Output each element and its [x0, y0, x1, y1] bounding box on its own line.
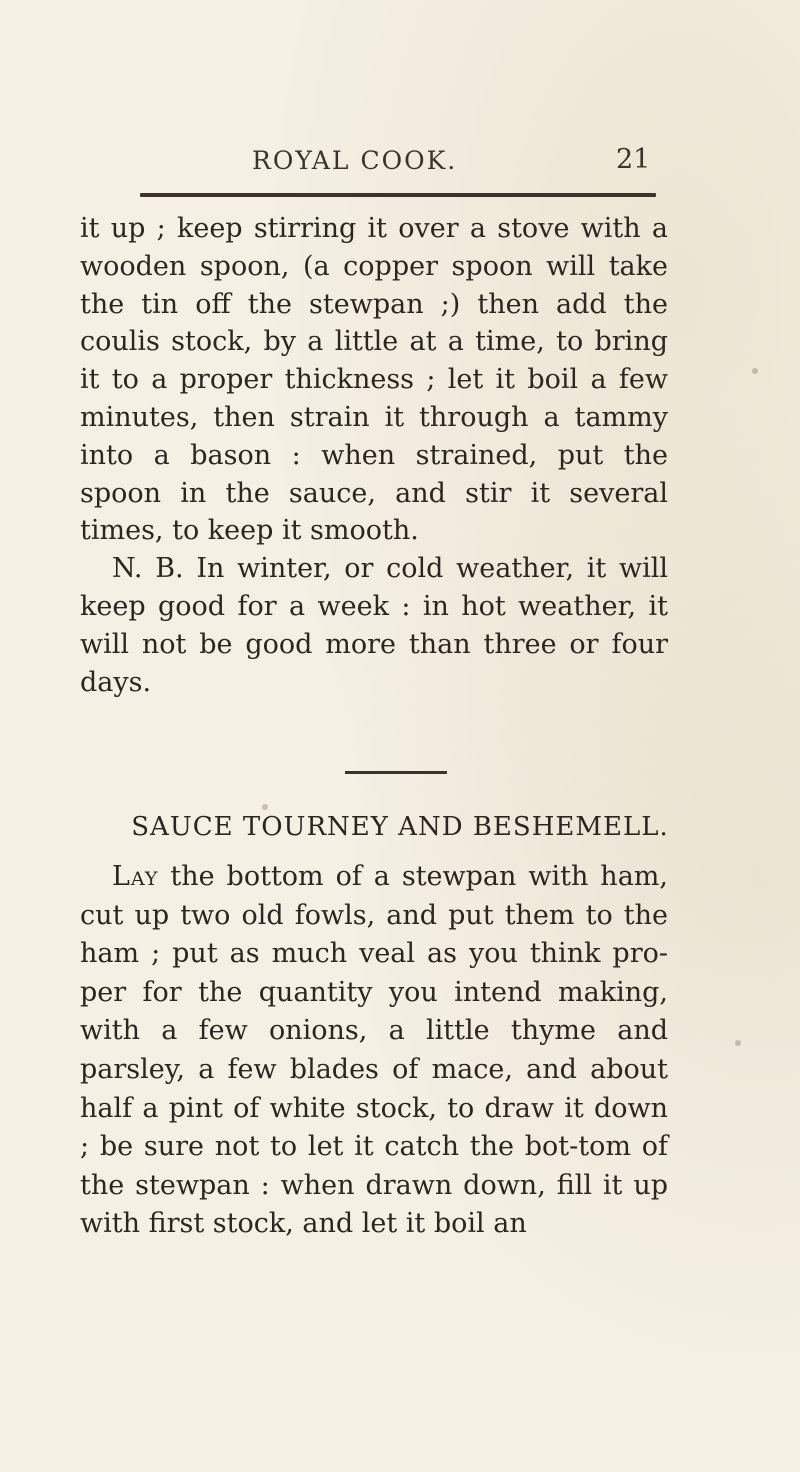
ink-speck: [735, 1040, 741, 1046]
section-heading: SAUCE TOURNEY AND BESHEMELL.: [131, 812, 669, 842]
section-divider: [345, 771, 447, 774]
running-head: ROYAL COOK.: [252, 146, 458, 175]
header-rule: [140, 193, 656, 197]
body-text-top: [80, 210, 668, 701]
section-paragraph: [80, 858, 668, 1244]
ink-speck: [752, 368, 758, 374]
page-number: 21: [616, 144, 651, 175]
paragraph-note: N. B. In winter, or cold weather, it will keep good for a week : in hot weather, it will not be good more than three or four days.: [80, 553, 668, 698]
page-header: [0, 140, 800, 180]
body-text-section: [80, 858, 668, 1244]
section-paragraph-text: the bottom of a stewpan with ham, cut up two old fowls, and put them to the ham ; put as much veal as you think pro-per for the quantity you intend making, with a few onions, a little thyme and parsley, a few blades of mace, and about half a pint of white stock, to draw it down ; be sure not to let it catch the bot-tom of the stewpan : when drawn down, fill it up with first stock, and let it boil an: [80, 861, 668, 1240]
paragraph-continued: it up ; keep stirring it over a stove with a wooden spoon, (a copper spoon will take the tin off the stewpan ;) then add the coulis stock, by a little at a time, to bring it to a proper thickness ; let it boil a few minutes, then strain it through a tammy into a bason : when strained, put the spoon in the sauce, and stir it several times, to keep it smooth.: [80, 213, 668, 547]
ink-speck: [262, 804, 268, 810]
section-first-word: Lay: [112, 861, 159, 892]
